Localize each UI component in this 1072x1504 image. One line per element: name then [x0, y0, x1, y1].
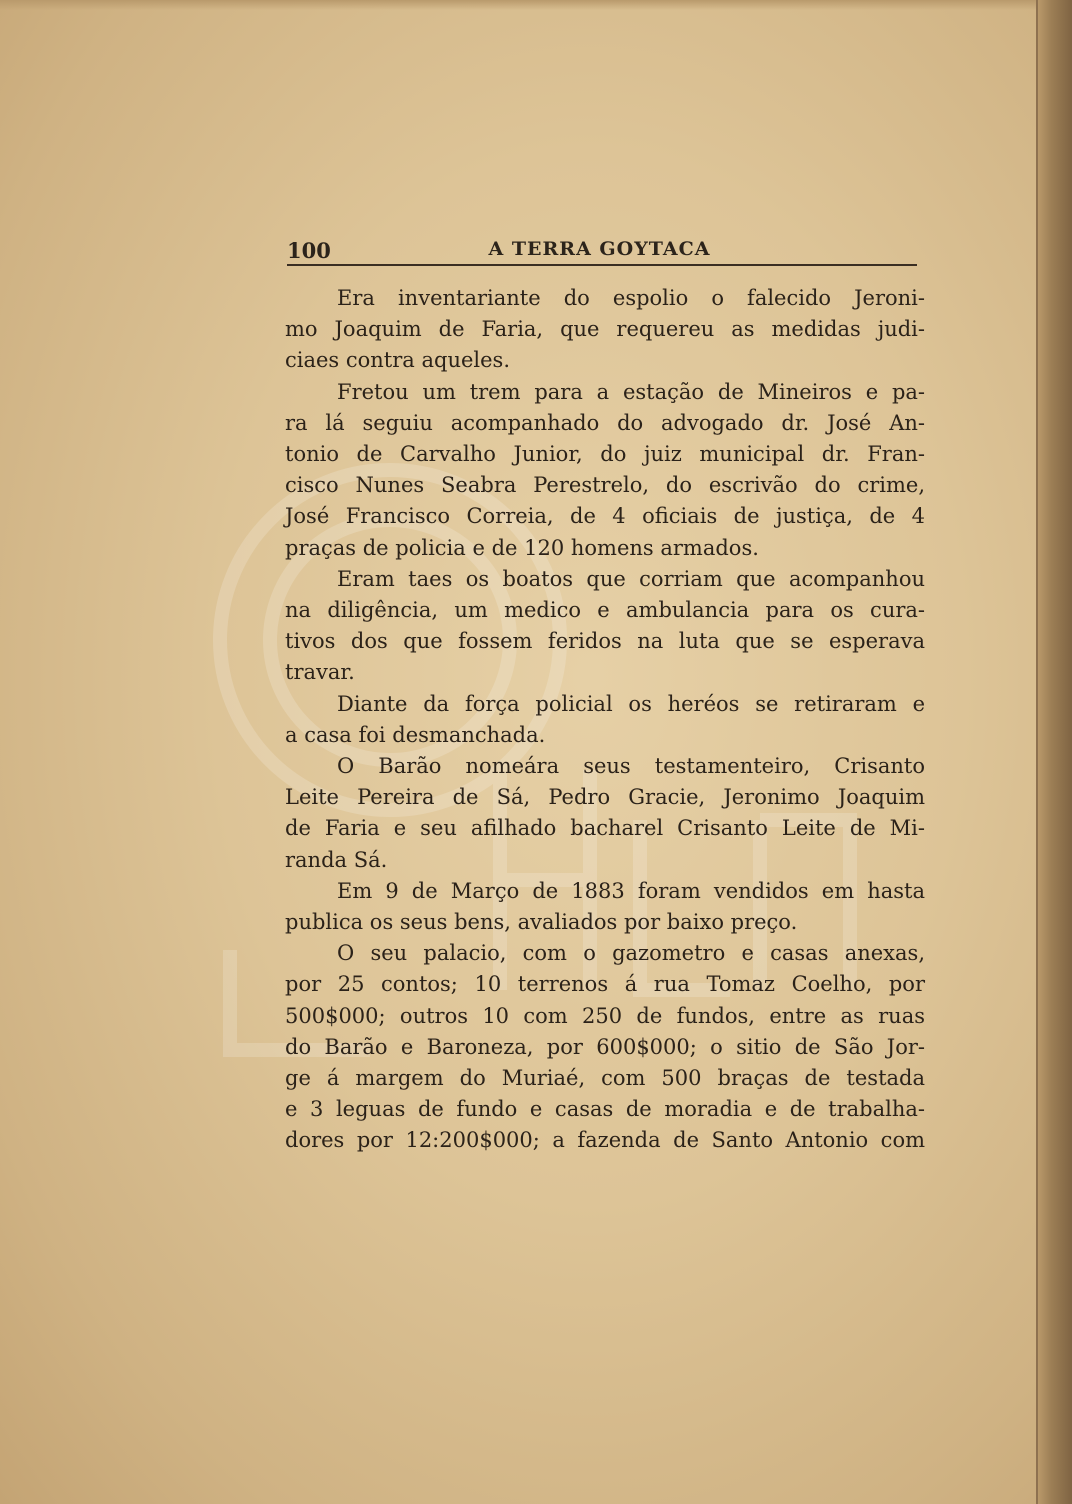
- text-line: ciaes contra aqueles.: [285, 348, 510, 373]
- paragraph: [285, 564, 925, 689]
- text-line: ra lá seguiu acompanhado do advogado dr. José An-: [285, 410, 925, 435]
- text-line: cisco Nunes Seabra Perestrelo, do escrivão do crime,: [285, 473, 925, 498]
- paragraph: [285, 377, 925, 564]
- page-header: [287, 236, 917, 266]
- text-line: de Faria e seu afilhado bacharel Crisanto Leite de Mi-: [285, 816, 925, 841]
- text-line: e 3 leguas de fundo e casas de moradia e de trabalha-: [285, 1097, 925, 1122]
- text-line: tivos dos que fossem feridos na luta que se esperava: [285, 629, 925, 654]
- paragraph: [285, 689, 925, 751]
- text-line: O Barão nomeára seus testamenteiro, Crisanto: [337, 754, 925, 779]
- text-line: José Francisco Correia, de 4 oficiais de justiça, de 4: [285, 504, 925, 529]
- text-line: tonio de Carvalho Junior, do juiz municipal dr. Fran-: [285, 442, 925, 467]
- paragraph: [285, 751, 925, 876]
- text-line: Diante da força policial os heréos se retiraram e: [337, 691, 925, 716]
- body-text: [285, 283, 925, 1157]
- text-line: mo Joaquim de Faria, que requereu as medidas judi-: [285, 317, 925, 342]
- text-line: do Barão e Baroneza, por 600$000; o sitio de São Jor-: [285, 1034, 925, 1059]
- text-line: Era inventariante do espolio o falecido Jeroni-: [337, 286, 925, 310]
- text-line: na diligência, um medico e ambulancia para os cura-: [285, 598, 925, 623]
- text-line: 500$000; outros 10 com 250 de fundos, entre as ruas: [285, 1003, 925, 1028]
- page-right-edge: [1036, 0, 1072, 1504]
- paragraph: [285, 938, 925, 1156]
- text-line: a casa foi desmanchada.: [285, 722, 546, 747]
- text-line: travar.: [285, 660, 355, 685]
- text-line: Em 9 de Março de 1883 foram vendidos em hasta: [337, 878, 925, 903]
- text-line: ge á margem do Muriaé, com 500 braças de testada: [285, 1066, 925, 1091]
- text-line: O seu palacio, com o gazometro e casas anexas,: [337, 941, 925, 966]
- page-number: 100: [287, 238, 331, 263]
- text-line: praças de policia e de 120 homens armados.: [285, 535, 759, 560]
- running-title: A TERRA GOYTACA: [488, 238, 711, 260]
- text-line: Fretou um trem para a estação de Mineiros e pa-: [337, 379, 925, 404]
- paragraph: [285, 283, 925, 377]
- text-line: Leite Pereira de Sá, Pedro Gracie, Jeronimo Joaquim: [285, 785, 925, 810]
- text-line: publica os seus bens, avaliados por baixo preço.: [285, 910, 798, 935]
- paragraph: [285, 876, 925, 938]
- text-line: randa Sá.: [285, 847, 388, 872]
- text-line: por 25 contos; 10 terrenos á rua Tomaz Coelho, por: [285, 972, 925, 997]
- page-top-edge: [0, 0, 1040, 10]
- text-line: dores por 12:200$000; a fazenda de Santo Antonio com: [285, 1128, 925, 1153]
- text-line: Eram taes os boatos que corriam que acompanhou: [337, 566, 925, 591]
